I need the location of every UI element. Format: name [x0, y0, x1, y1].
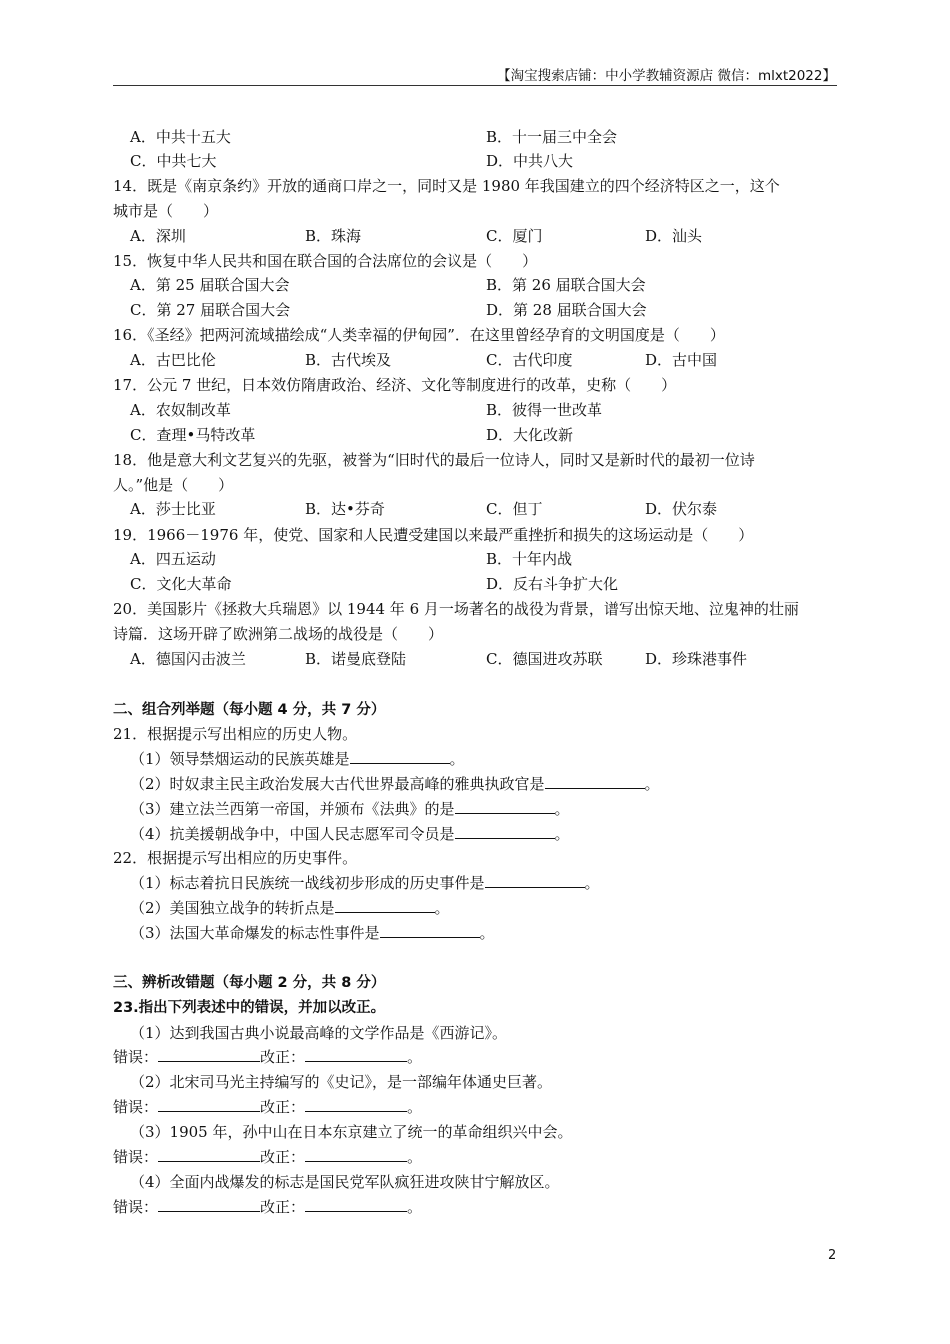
q17-option-d: D．大化改新 [486, 426, 574, 444]
q15-stem: 15．恢复中华人民共和国在联合国的合法席位的会议是（ ） [113, 252, 538, 270]
q15-option-a: A．第 25 届联合国大会 [130, 276, 290, 294]
error-blank[interactable] [158, 1047, 260, 1062]
q18-option-b: B．达•芬奇 [305, 500, 385, 518]
error-label: 错误： [113, 1048, 159, 1066]
q15-option-b: B．第 26 届联合国大会 [486, 276, 646, 294]
q22-item-1 [130, 873, 600, 893]
page-number: 2 [828, 1248, 837, 1263]
q23-item-4: （4）全面内战爆发的标志是国民党军队疯狂进攻陕甘宁解放区。 [130, 1173, 560, 1191]
q22-item-3 [130, 923, 495, 943]
q18-option-a: A．莎士比亚 [130, 500, 216, 518]
q19-option-d: D．反右斗争扩大化 [486, 575, 619, 593]
q22-item-1-period: 。 [584, 874, 600, 892]
q22-item-2-period: 。 [434, 899, 450, 917]
q19-option-a: A．四五运动 [130, 550, 216, 568]
q20-stem-line1: 20．美国影片《拯救大兵瑞恩》以 1944 年 6 月一场著名的战役为背景，谱写出惊天地、泣鬼神的壮丽 [113, 600, 799, 618]
error-label: 错误： [113, 1148, 159, 1166]
q21-item-1-period: 。 [449, 750, 465, 768]
q18-option-c: C．但丁 [486, 500, 543, 518]
q21-item-2-text: （2）时奴隶主民主政治发展大古代世界最高峰的雅典执政官是 [130, 775, 545, 793]
q17-option-a: A．农奴制改革 [130, 401, 231, 419]
q23-item-2-answer [113, 1097, 422, 1117]
q14-option-b: B．珠海 [305, 227, 362, 245]
answer-period: 。 [407, 1148, 423, 1166]
fix-label: 改正： [260, 1148, 306, 1166]
q20-option-d: D．珍珠港事件 [645, 650, 748, 668]
q22-item-2 [130, 898, 450, 918]
q20-option-b: B．诺曼底登陆 [305, 650, 407, 668]
q21-item-3-text: （3）建立法兰西第一帝国，并颁布《法典》的是 [130, 800, 455, 818]
q23-item-3-answer [113, 1147, 422, 1167]
q20-option-a: A．德国闪击波兰 [130, 650, 246, 668]
answer-period: 。 [407, 1048, 423, 1066]
q13-option-c: C．中共七大 [130, 152, 217, 170]
q14-option-a: A．深圳 [130, 227, 186, 245]
q21-item-4 [130, 824, 570, 844]
q17-option-b: B．彼得一世改革 [486, 401, 603, 419]
q19-option-c: C．文化大革命 [130, 575, 232, 593]
q22-item-3-text: （3）法国大革命爆发的标志性事件是 [130, 924, 380, 942]
q21-item-3-period: 。 [554, 800, 570, 818]
q21-item-1-blank[interactable] [350, 749, 450, 764]
fix-label: 改正： [260, 1048, 306, 1066]
q23-item-3: （3）1905 年，孙中山在日本东京建立了统一的革命组织兴中会。 [130, 1123, 573, 1141]
q21-item-2 [130, 774, 660, 794]
q21-item-4-blank[interactable] [455, 824, 555, 839]
fix-blank[interactable] [305, 1197, 407, 1212]
q21-item-4-text: （4）抗美援朝战争中，中国人民志愿军司令员是 [130, 825, 455, 843]
q17-option-c: C．查理•马特改革 [130, 426, 256, 444]
section2-title: 二、组合列举题（每小题 4 分，共 7 分） [113, 702, 386, 718]
q13-option-d: D．中共八大 [486, 152, 574, 170]
q22-item-2-blank[interactable] [335, 898, 435, 913]
q21-item-2-period: 。 [644, 775, 660, 793]
q14-option-d: D．汕头 [645, 227, 703, 245]
q21-item-3-blank[interactable] [455, 799, 555, 814]
section3-title: 三、辨析改错题（每小题 2 分，共 8 分） [113, 975, 386, 991]
fix-blank[interactable] [305, 1147, 407, 1162]
q21-item-1 [130, 749, 465, 769]
q14-stem-line2: 城市是（ ） [113, 202, 219, 220]
fix-blank[interactable] [305, 1047, 407, 1062]
q23-item-2: （2）北宋司马光主持编写的《史记》，是一部编年体通史巨著。 [130, 1073, 553, 1091]
answer-period: 。 [407, 1198, 423, 1216]
q16-option-a: A．古巴比伦 [130, 351, 216, 369]
q14-stem-line1: 14．既是《南京条约》开放的通商口岸之一，同时又是 1980 年我国建立的四个经济特区之一，这个 [113, 177, 780, 195]
answer-period: 。 [407, 1098, 423, 1116]
error-label: 错误： [113, 1098, 159, 1116]
error-blank[interactable] [158, 1147, 260, 1162]
q22-stem: 22．根据提示写出相应的历史事件。 [113, 849, 358, 867]
q21-item-1-text: （1）领导禁烟运动的民族英雄是 [130, 750, 350, 768]
q23-item-4-answer [113, 1197, 422, 1217]
q16-option-d: D．古中国 [645, 351, 718, 369]
q22-item-1-blank[interactable] [485, 873, 585, 888]
q14-option-c: C．厦门 [486, 227, 543, 245]
q15-option-d: D．第 28 届联合国大会 [486, 301, 647, 319]
q23-item-1: （1）达到我国古典小说最高峰的文学作品是《西游记》。 [130, 1024, 508, 1042]
q18-option-d: D．伏尔泰 [645, 500, 718, 518]
q21-item-4-period: 。 [554, 825, 570, 843]
q19-stem: 19．1966－1976 年，使党、国家和人民遭受建国以来最严重挫折和损失的这场运动是（ ） [113, 526, 754, 544]
q18-stem-line2: 人。”他是（ ） [113, 476, 234, 494]
q23-item-1-answer [113, 1047, 422, 1067]
q21-item-3 [130, 799, 570, 819]
header-rule [113, 85, 837, 86]
q20-option-c: C．德国进攻苏联 [486, 650, 603, 668]
q16-stem: 16．《圣经》把两河流域描绘成“人类幸福的伊甸园”．在这里曾经孕育的文明国度是（ ） [113, 326, 725, 344]
q21-stem: 21．根据提示写出相应的历史人物。 [113, 725, 358, 743]
fix-label: 改正： [260, 1098, 306, 1116]
q21-item-2-blank[interactable] [545, 774, 645, 789]
fix-label: 改正： [260, 1198, 306, 1216]
fix-blank[interactable] [305, 1097, 407, 1112]
q22-item-1-text: （1）标志着抗日民族统一战线初步形成的历史事件是 [130, 874, 485, 892]
error-blank[interactable] [158, 1197, 260, 1212]
error-blank[interactable] [158, 1097, 260, 1112]
q18-stem-line1: 18．他是意大利文艺复兴的先驱，被誉为“旧时代的最后一位诗人，同时又是新时代的最初一位诗 [113, 451, 755, 469]
q23-title: 23.指出下列表述中的错误，并加以改正。 [113, 1000, 386, 1016]
q16-option-c: C．古代印度 [486, 351, 573, 369]
q15-option-c: C．第 27 届联合国大会 [130, 301, 291, 319]
q22-item-3-period: 。 [479, 924, 495, 942]
page-header: 【淘宝搜索店铺：中小学教辅资源店 微信：mlxt2022】 [497, 68, 836, 84]
q20-stem-line2: 诗篇．这场开辟了欧洲第二战场的战役是（ ） [113, 625, 444, 643]
q22-item-2-text: （2）美国独立战争的转折点是 [130, 899, 335, 917]
q19-option-b: B．十年内战 [486, 550, 573, 568]
q17-stem: 17．公元 7 世纪，日本效仿隋唐政治、经济、文化等制度进行的改革，史称（ ） [113, 376, 677, 394]
q13-option-b: B．十一届三中全会 [486, 128, 618, 146]
error-label: 错误： [113, 1198, 159, 1216]
q22-item-3-blank[interactable] [380, 923, 480, 938]
q13-option-a: A．中共十五大 [130, 128, 231, 146]
q16-option-b: B．古代埃及 [305, 351, 392, 369]
